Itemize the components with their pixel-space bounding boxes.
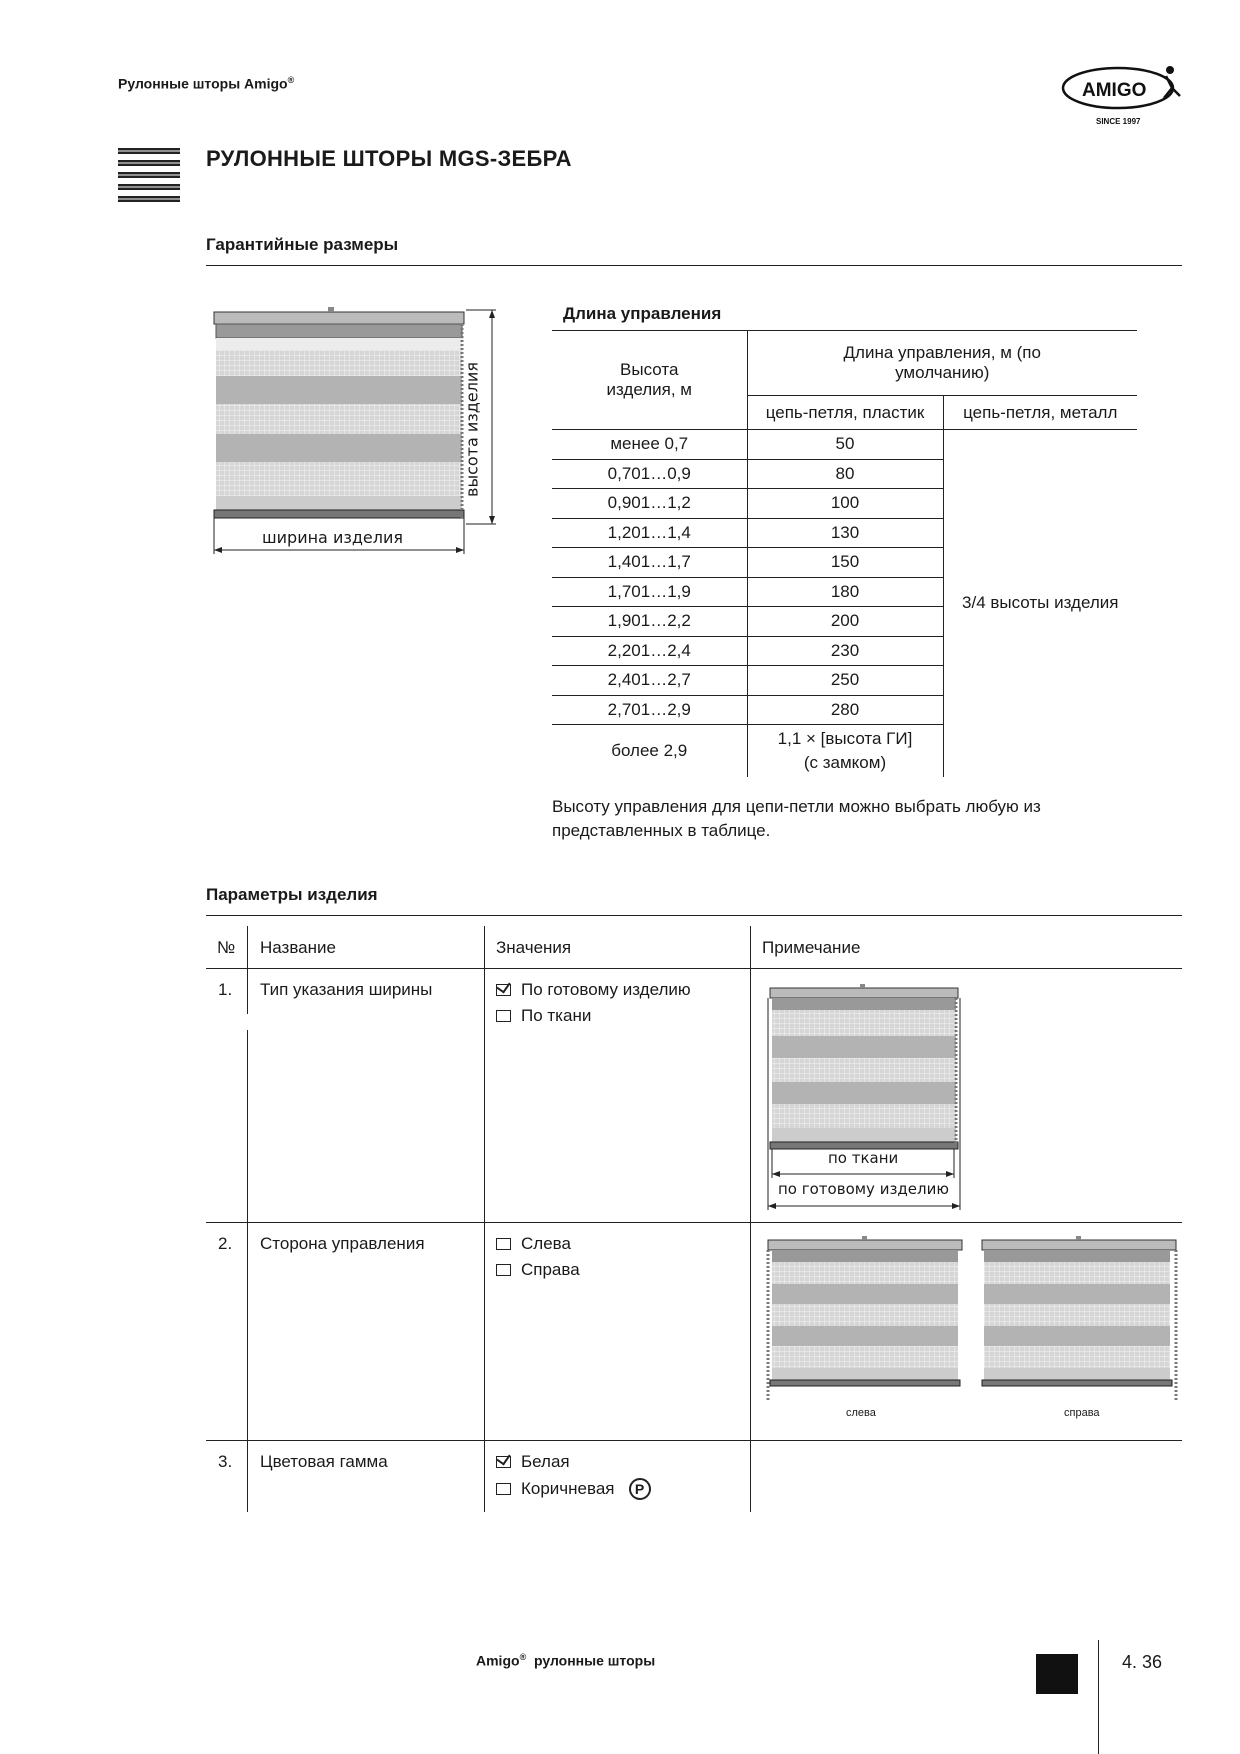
checkbox-icon[interactable] — [496, 1483, 511, 1495]
metal-note-cell: 3/4 высоты изделия — [943, 430, 1137, 777]
checkbox-icon[interactable] — [496, 1010, 511, 1022]
guarantee-heading: Гарантийные размеры — [206, 235, 399, 254]
control-side-options — [496, 1234, 580, 1286]
option-right[interactable]: Справа — [496, 1260, 580, 1280]
table-cell: 2,401…2,7 — [552, 666, 747, 696]
blind-dimension-diagram — [204, 300, 504, 560]
col-metal-header: цепь-петля, металл — [943, 396, 1137, 430]
col-no-header: № — [217, 938, 236, 957]
table-cell: 180 — [747, 577, 943, 607]
col-divider — [484, 926, 485, 1512]
row-divider — [206, 1222, 1182, 1223]
table-cell: менее 0,7 — [552, 430, 747, 460]
table-cell: 200 — [747, 607, 943, 637]
checkbox-icon[interactable] — [496, 1238, 511, 1250]
table-cell: 2,201…2,4 — [552, 636, 747, 666]
col-name-header: Название — [260, 938, 336, 957]
table-cell: 250 — [747, 666, 943, 696]
row-name: Сторона управления — [260, 1234, 425, 1253]
row-name: Цветовая гамма — [260, 1452, 388, 1471]
header-brand: Рулонные шторы Amigo® — [118, 75, 295, 92]
height-label: высота изделия — [462, 362, 482, 497]
width-label: ширина изделия — [262, 528, 404, 547]
table-cell: 50 — [747, 430, 943, 460]
amigo-logo — [1060, 58, 1188, 128]
row-number: 2. — [218, 1234, 233, 1253]
zebra-swatch-icon — [118, 146, 180, 204]
page-number: 4. 36 — [1122, 1652, 1163, 1672]
row-number: 1. — [218, 980, 233, 999]
table-cell: 1,901…2,2 — [552, 607, 747, 637]
row-name: Тип указания ширины — [260, 980, 433, 999]
col-note-header: Примечание — [762, 938, 861, 957]
p-mark-icon: P — [629, 1478, 651, 1500]
option-brown[interactable]: Коричневая P — [496, 1478, 651, 1500]
checkbox-icon[interactable] — [496, 1264, 511, 1276]
col-height-header: Высота изделия, м — [552, 331, 747, 430]
control-length-table — [552, 330, 1137, 777]
width-type-diagram — [764, 978, 964, 1210]
table-cell: 130 — [747, 518, 943, 548]
table-cell: 230 — [747, 636, 943, 666]
svg-text:AMIGO: AMIGO — [1082, 80, 1147, 101]
params-heading: Параметры изделия — [206, 885, 378, 904]
checkbox-checked-icon[interactable] — [496, 1456, 511, 1468]
option-finished[interactable]: По готовому изделию — [496, 980, 691, 1000]
finished-label: по готовому изделию — [778, 1180, 949, 1198]
table-cell: 0,901…1,2 — [552, 489, 747, 519]
params-divider-top — [206, 915, 1182, 916]
footer-marker — [1036, 1654, 1078, 1694]
footer-brand: Amigo® рулонные шторы — [476, 1652, 656, 1669]
table-cell: 2,701…2,9 — [552, 695, 747, 725]
table-cell: 1,1 × [высота ГИ] (с замком) — [747, 725, 943, 777]
guarantee-divider — [206, 265, 1182, 266]
col-values-header: Значения — [496, 938, 572, 957]
col-plastic-header: цепь-петля, пластик — [747, 396, 943, 430]
checkbox-checked-icon[interactable] — [496, 984, 511, 996]
footer-divider — [1098, 1640, 1099, 1754]
control-table-title: Длина управления — [563, 304, 722, 323]
option-left[interactable]: Слева — [496, 1234, 580, 1254]
col-divider — [247, 926, 248, 1014]
table-cell: более 2,9 — [611, 740, 688, 760]
col-length-header: Длина управления, м (по умолчанию) — [747, 331, 1137, 396]
width-type-options — [496, 980, 691, 1032]
option-white[interactable]: Белая — [496, 1452, 651, 1472]
table-cell: 1,401…1,7 — [552, 548, 747, 578]
left-label: слева — [846, 1407, 876, 1419]
page-title: РУЛОННЫЕ ШТОРЫ MGS-ЗЕБРА — [206, 146, 572, 171]
right-label: справа — [1064, 1407, 1100, 1419]
table-cell: 1,701…1,9 — [552, 577, 747, 607]
table-cell: 80 — [747, 459, 943, 489]
control-footnote: Высоту управления для цепи-петли можно выбрать любую из представленных в таблице. — [552, 797, 1041, 840]
table-cell: 100 — [747, 489, 943, 519]
table-cell: 150 — [747, 548, 943, 578]
col-divider — [750, 926, 751, 1512]
row-number: 3. — [218, 1452, 233, 1471]
params-header-divider — [206, 968, 1182, 969]
row-divider — [206, 1440, 1182, 1441]
color-options — [496, 1452, 651, 1506]
table-cell: 0,701…0,9 — [552, 459, 747, 489]
table-cell: 280 — [747, 695, 943, 725]
svg-text:SINCE 1997: SINCE 1997 — [1096, 117, 1141, 126]
right-blind — [982, 1236, 1176, 1402]
table-cell: 1,201…1,4 — [552, 518, 747, 548]
control-side-diagram — [764, 1236, 1184, 1406]
fabric-label: по ткани — [828, 1149, 899, 1167]
left-blind — [768, 1236, 962, 1402]
option-fabric[interactable]: По ткани — [496, 1006, 691, 1026]
